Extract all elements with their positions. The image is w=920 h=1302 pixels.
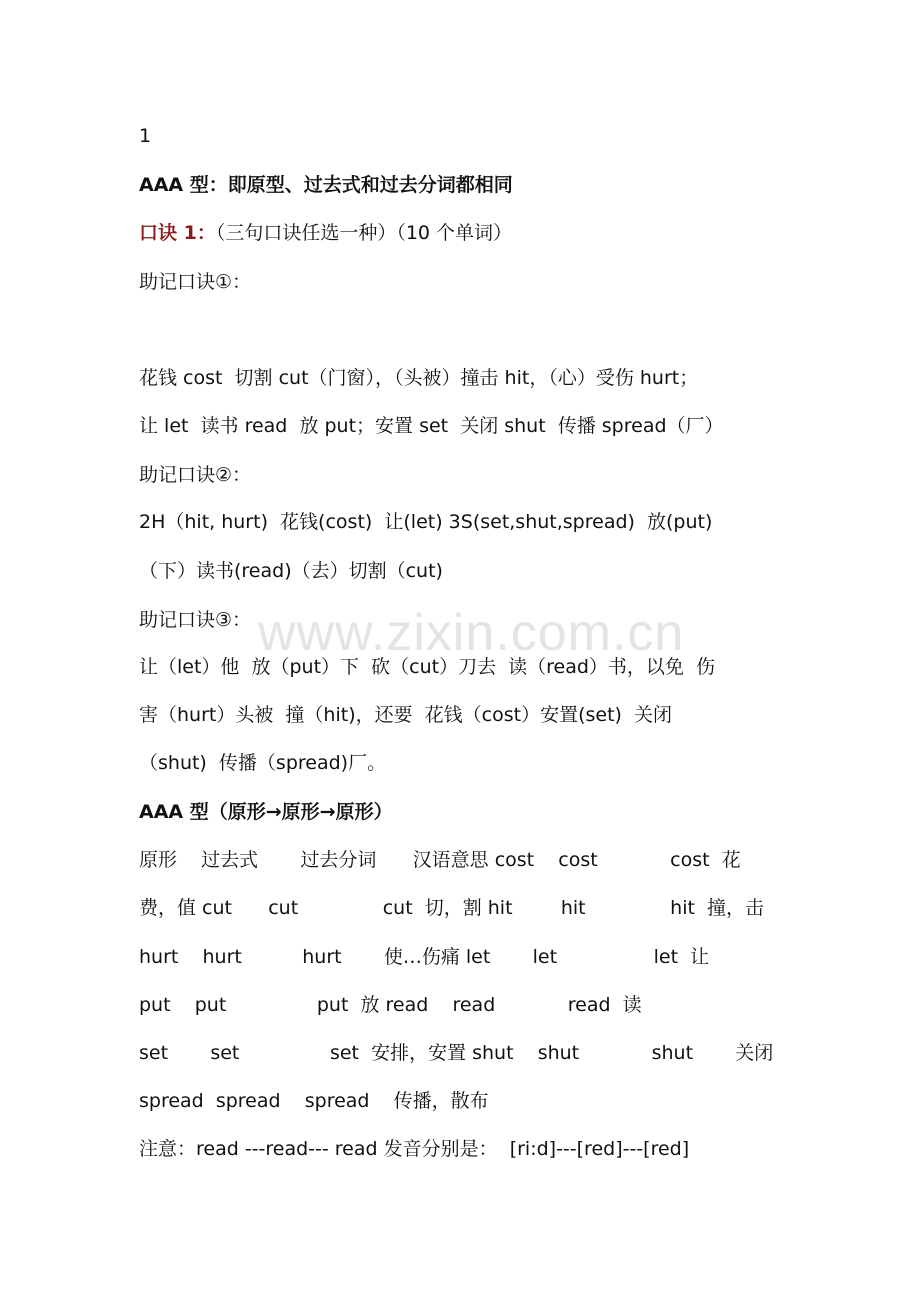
verb-table-line-3: hurt hurt hurt 使…伤痛 let let let 让 <box>139 946 710 968</box>
mnemonic-2-line-1: 2H（hit, hurt) 花钱(cost) 让(let) 3S(set,shut,spread) 放(put) <box>139 511 713 533</box>
mnemonic-2-line-2: （下）读书(read)（去）切割（cut) <box>139 560 443 582</box>
mnemonic-1-line-1: 花钱 cost 切割 cut（门窗），（头被）撞击 hit，（心）受伤 hurt； <box>139 367 699 389</box>
mnemonic-3-label: 助记口诀③： <box>139 609 252 631</box>
mnemonic-3-line-3: （shut) 传播（spread)厂。 <box>139 752 387 774</box>
verb-table-line-5: set set set 安排，安置 shut shut shut 关闭 <box>139 1042 774 1064</box>
heading-aaa-type: AAA 型：即原型、过去式和过去分词都相同 <box>139 174 513 196</box>
koujue-note: （三句口诀任选一种）（10 个单词） <box>215 222 513 244</box>
heading-aaa-forms: AAA 型（原形→原形→原形） <box>139 801 393 823</box>
watermark: www.zixin.com.cn <box>258 604 685 662</box>
mnemonic-3-line-1: 让（let）他 放（put）下 砍（cut）刀去 读（read）书，以免 伤 <box>139 656 716 678</box>
page-number: 1 <box>139 125 152 147</box>
verb-table-line-6: spread spread spread 传播，散布 <box>139 1090 489 1112</box>
mnemonic-1-line-2: 让 let 读书 read 放 put；安置 set 关闭 shut 传播 spread（厂） <box>139 415 724 437</box>
koujue-label: 口诀 1： <box>139 222 216 244</box>
mnemonic-3-line-2: 害（hurt）头被 撞（hit)，还要 花钱（cost）安置(set) 关闭 <box>139 704 673 726</box>
verb-table-line-2: 费，值 cut cut cut 切，割 hit hit hit 撞，击 <box>139 897 765 919</box>
verb-table-line-4: put put put 放 read read read 读 <box>139 994 642 1016</box>
mnemonic-1-label: 助记口诀①： <box>139 271 252 293</box>
verb-table-line-1: 原形 过去式 过去分词 汉语意思 cost cost cost 花 <box>139 849 741 871</box>
pronunciation-note: 注意：read ---read--- read 发音分别是： [ri:d]---[red]---[red] <box>139 1138 690 1160</box>
mnemonic-2-label: 助记口诀②： <box>139 464 252 486</box>
koujue-line <box>139 220 512 246</box>
